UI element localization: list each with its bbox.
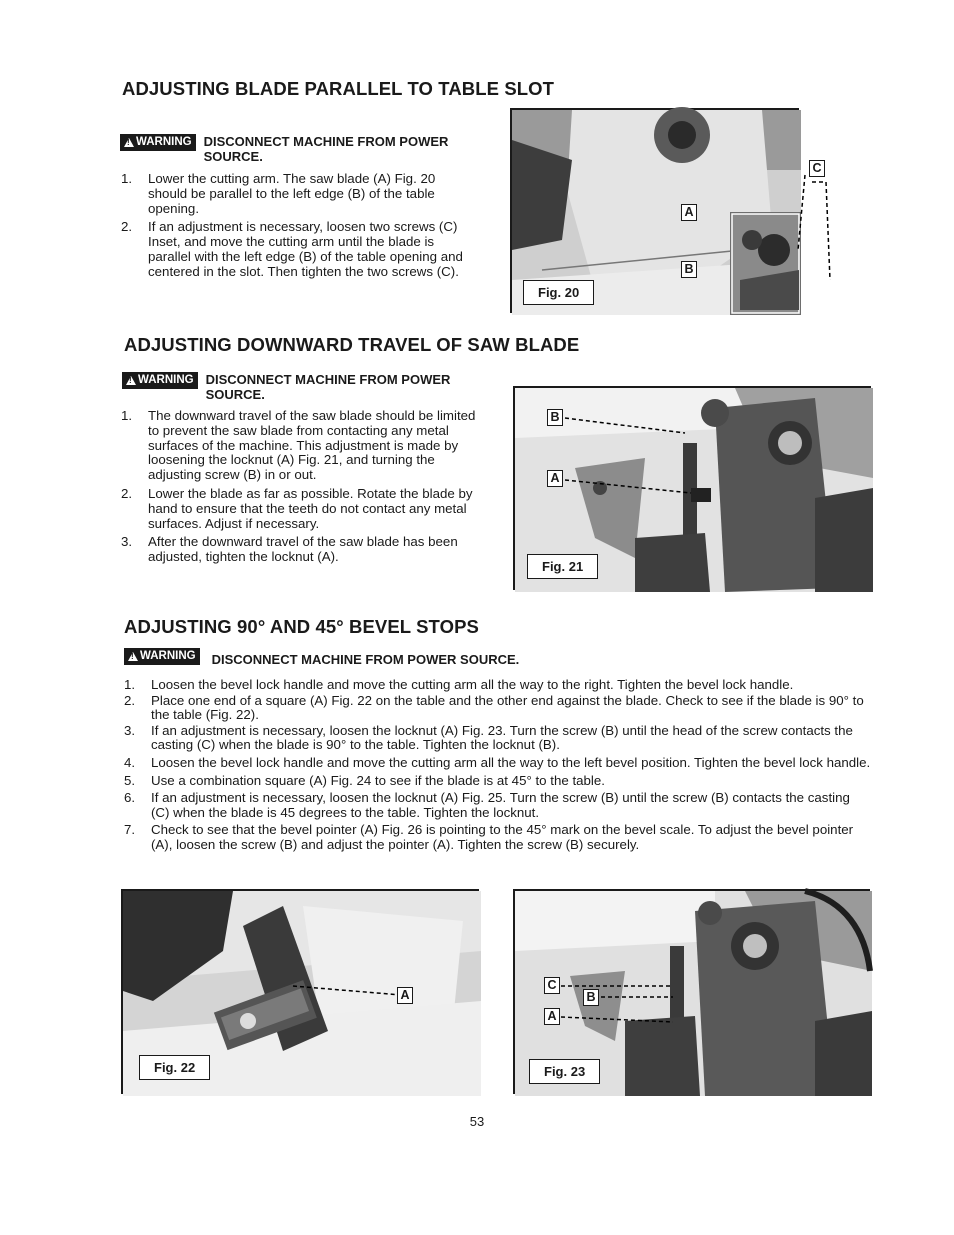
warning-badge: ! WARNING [124, 648, 200, 665]
warning-badge: ! WARNING [120, 134, 196, 151]
steps-bevel [124, 678, 872, 857]
figure-label: Fig. 20 [523, 280, 594, 305]
figure-label: Fig. 21 [527, 554, 598, 579]
callout-a: A [547, 470, 563, 487]
warning-badge: ! WARNING [122, 372, 198, 389]
list-item: 1. The downward travel of the saw blade should be limited to prevent the saw blade from contacting any metal surfaces of the machine. This adjustment is made by loosening the locknut (A) Fig. 21, and turning the adjusting screw (B) in or out. [121, 408, 476, 483]
warning-row-bevel [124, 648, 624, 667]
steps-parallel [121, 172, 471, 284]
page-number: 53 [469, 1114, 485, 1129]
warning-row-downward [122, 372, 482, 402]
callout-c: C [544, 977, 560, 994]
figure-20 [510, 108, 822, 313]
section-title-bevel: ADJUSTING 90° AND 45° BEVEL STOPS [124, 616, 479, 637]
section-title-parallel: ADJUSTING BLADE PARALLEL TO TABLE SLOT [122, 78, 555, 99]
warning-triangle-icon [128, 652, 138, 661]
figure-label: Fig. 22 [139, 1055, 210, 1080]
callout-b: B [681, 261, 697, 278]
figure-21 [513, 386, 871, 590]
warning-row-parallel [120, 134, 480, 164]
section-title-downward: ADJUSTING DOWNWARD TRAVEL OF SAW BLADE [124, 334, 580, 355]
warning-text: DISCONNECT MACHINE FROM POWER SOURCE. [203, 134, 449, 164]
list-item: 2. Place one end of a square (A) Fig. 22 on the table and the other end against the blade. Check to see if the blade is 90° to the table (Fig. 22). [124, 692, 864, 723]
callout-a: A [681, 204, 697, 221]
warning-text: DISCONNECT MACHINE FROM POWER SOURCE. [211, 652, 520, 667]
list-item: 2. Lower the blade as far as possible. Rotate the blade by hand to ensure that the teeth do not contact any metal surfaces. Adjust if necessary. [121, 485, 473, 531]
callout-b: B [547, 409, 563, 426]
warning-text: DISCONNECT MACHINE FROM POWER SOURCE. [205, 372, 451, 402]
figure-22 [121, 889, 479, 1094]
list-item: 7. Check to see that the bevel pointer (A) Fig. 26 is pointing to the 45° mark on the bevel scale. To adjust the bevel pointer (A), loosen the screw (B) and adjust the pointer (A). Tighten the screw (B) securely. [124, 822, 854, 852]
warning-triangle-icon [126, 376, 136, 385]
list-item: 1. Loosen the bevel lock handle and move the cutting arm all the way to the right. Tighten the bevel lock handle. [124, 677, 794, 692]
list-item: 4. Loosen the bevel lock handle and move the cutting arm all the way to the left bevel position. Tighten the bevel lock handle. [124, 754, 871, 770]
callout-b: B [583, 989, 599, 1006]
list-item: 5. Use a combination square (A) Fig. 24 to see if the blade is at 45° to the table. [124, 772, 605, 788]
list-item: 3. After the downward travel of the saw blade has been adjusted, tighten the locknut (A). [121, 534, 458, 565]
callout-a: A [544, 1008, 560, 1025]
callout-c: C [809, 160, 825, 177]
figure-23 [513, 889, 870, 1094]
list-item: 3. If an adjustment is necessary, loosen the locknut (A) Fig. 23. Turn the screw (B) until the head of the screw contacts the casting (C) when the blade is 90° to the table. Tighten the locknut (B). [124, 722, 853, 753]
list-item: 1. Lower the cutting arm. The saw blade (A) Fig. 20 should be parallel to the left edge (B) of the table opening. [121, 171, 436, 216]
list-item: 2. If an adjustment is necessary, loosen two screws (C) Inset, and move the cutting arm until the blade is parallel with the left edge (B) of the table opening and centered in the slot. Then tighten the two screws (C). [121, 219, 463, 279]
callout-a: A [397, 987, 413, 1004]
figure-label: Fig. 23 [529, 1059, 600, 1084]
steps-downward [121, 409, 481, 569]
list-item: 6. If an adjustment is necessary, loosen the locknut (A) Fig. 25. Turn the screw (B) until the screw (B) contacts the casting (C) when the blade is 45 degrees to the table. Tighten the locknut. [124, 790, 850, 820]
warning-triangle-icon [124, 138, 134, 147]
